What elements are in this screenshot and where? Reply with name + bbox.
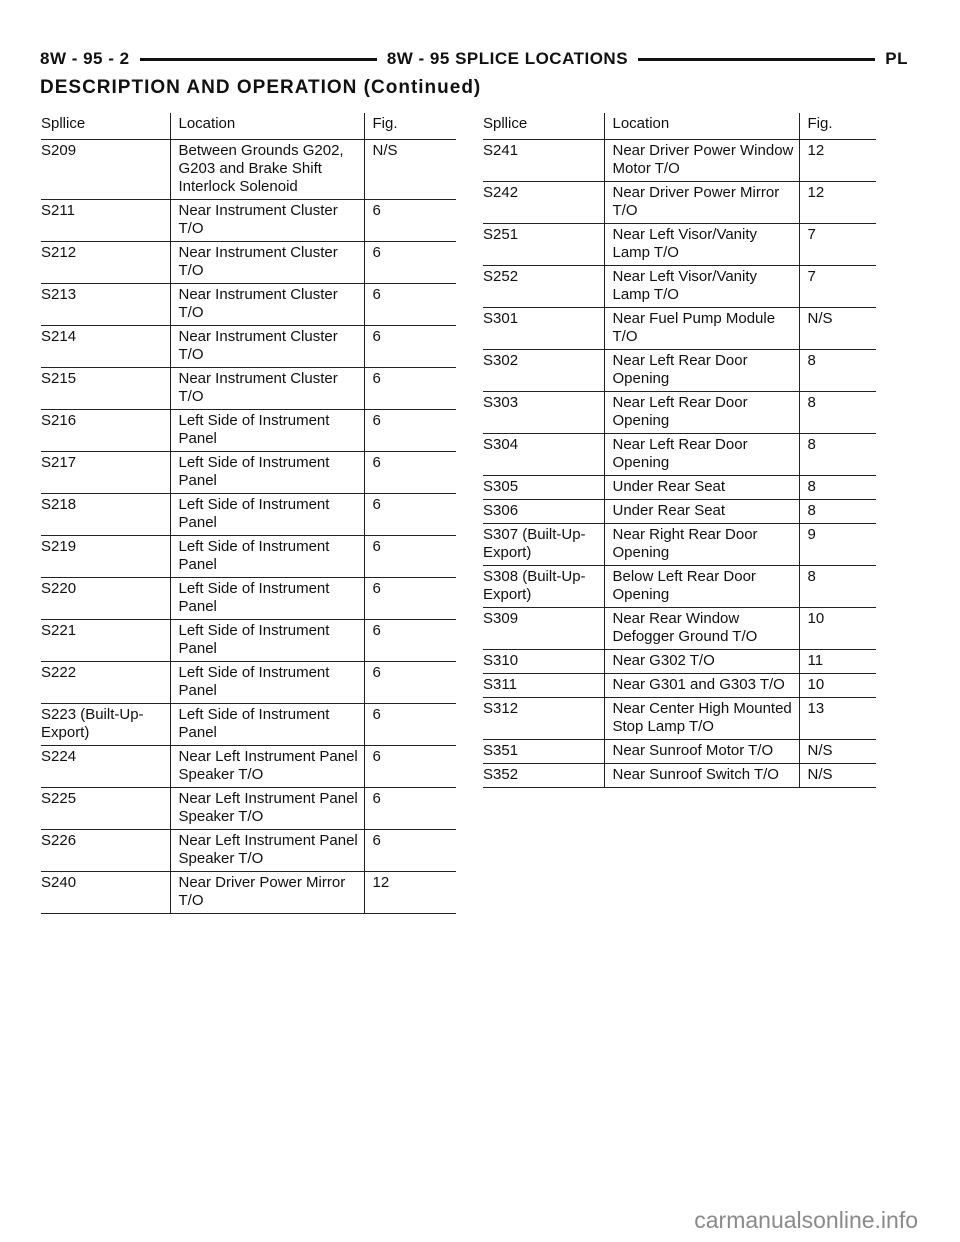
header-rule-right <box>638 58 875 61</box>
splice-cell: S220 <box>41 578 170 620</box>
section-title: DESCRIPTION AND OPERATION (Continued) <box>40 77 482 98</box>
section-name: 8W - 95 SPLICE LOCATIONS <box>386 49 629 68</box>
splice-cell: S217 <box>41 452 170 494</box>
fig-cell: 6 <box>364 284 456 326</box>
fig-cell: 6 <box>364 788 456 830</box>
splice-cell: S312 <box>483 698 604 740</box>
fig-cell: 11 <box>799 650 876 674</box>
location-cell: Near Left Visor/Vanity Lamp T/O <box>604 266 799 308</box>
column-header-splice: Spllice <box>41 113 170 140</box>
fig-cell: 6 <box>364 746 456 788</box>
fig-cell: 6 <box>364 620 456 662</box>
splice-cell: S219 <box>41 536 170 578</box>
location-cell: Left Side of Instrument Panel <box>170 536 364 578</box>
location-cell: Near Instrument Cluster T/O <box>170 242 364 284</box>
location-cell: Near Left Instrument Panel Speaker T/O <box>170 788 364 830</box>
fig-cell: 9 <box>799 524 876 566</box>
splice-cell: S211 <box>41 200 170 242</box>
splice-cell: S226 <box>41 830 170 872</box>
table-row <box>483 608 876 650</box>
table-row <box>483 740 876 764</box>
splice-cell: S222 <box>41 662 170 704</box>
location-cell: Left Side of Instrument Panel <box>170 410 364 452</box>
table-row <box>41 662 456 704</box>
table-row <box>483 524 876 566</box>
splice-cell: S215 <box>41 368 170 410</box>
splice-cell: S242 <box>483 182 604 224</box>
fig-cell: 6 <box>364 452 456 494</box>
fig-cell: 13 <box>799 698 876 740</box>
location-cell: Near Instrument Cluster T/O <box>170 200 364 242</box>
table-row <box>483 350 876 392</box>
splice-table-right <box>483 113 876 788</box>
column-header-fig: Fig. <box>364 113 456 140</box>
table-row <box>483 650 876 674</box>
fig-cell: 7 <box>799 266 876 308</box>
column-header-splice: Spllice <box>483 113 604 140</box>
fig-cell: 6 <box>364 410 456 452</box>
fig-cell: 6 <box>364 830 456 872</box>
splice-cell: S224 <box>41 746 170 788</box>
splice-cell: S310 <box>483 650 604 674</box>
fig-cell: 8 <box>799 392 876 434</box>
fig-cell: 10 <box>799 608 876 650</box>
table-row <box>483 566 876 608</box>
splice-cell: S301 <box>483 308 604 350</box>
location-cell: Near Center High Mounted Stop Lamp T/O <box>604 698 799 740</box>
fig-cell: 12 <box>799 182 876 224</box>
fig-cell: N/S <box>799 764 876 788</box>
table-row <box>483 308 876 350</box>
splice-cell: S212 <box>41 242 170 284</box>
splice-cell: S214 <box>41 326 170 368</box>
table-row <box>41 872 456 914</box>
fig-cell: 6 <box>364 494 456 536</box>
splice-table-left <box>41 113 456 914</box>
location-cell: Left Side of Instrument Panel <box>170 620 364 662</box>
table-row <box>483 266 876 308</box>
fig-cell: N/S <box>799 740 876 764</box>
fig-cell: 12 <box>364 872 456 914</box>
table-row <box>41 620 456 662</box>
location-cell: Near Instrument Cluster T/O <box>170 326 364 368</box>
header-rule-left <box>140 58 377 61</box>
splice-cell: S213 <box>41 284 170 326</box>
table-row <box>483 434 876 476</box>
splice-cell: S306 <box>483 500 604 524</box>
splice-cell: S252 <box>483 266 604 308</box>
table-row <box>483 698 876 740</box>
splice-cell: S223 (Built-Up- Export) <box>41 704 170 746</box>
location-cell: Left Side of Instrument Panel <box>170 578 364 620</box>
table-row <box>41 830 456 872</box>
location-cell: Near G301 and G303 T/O <box>604 674 799 698</box>
column-header-location: Location <box>604 113 799 140</box>
table-header-row <box>41 113 456 140</box>
location-cell: Near Driver Power Window Motor T/O <box>604 140 799 182</box>
table-row <box>483 764 876 788</box>
table-row <box>41 284 456 326</box>
location-cell: Near Instrument Cluster T/O <box>170 284 364 326</box>
splice-cell: S209 <box>41 140 170 200</box>
splice-cell: S216 <box>41 410 170 452</box>
fig-cell: 6 <box>364 704 456 746</box>
location-cell: Left Side of Instrument Panel <box>170 452 364 494</box>
watermark: carmanualsonline.info <box>694 1207 918 1233</box>
fig-cell: 7 <box>799 224 876 266</box>
location-cell: Near Rear Window Defogger Ground T/O <box>604 608 799 650</box>
location-cell: Near Left Rear Door Opening <box>604 434 799 476</box>
table-row <box>483 140 876 182</box>
location-cell: Near Left Rear Door Opening <box>604 350 799 392</box>
fig-cell: 6 <box>364 242 456 284</box>
splice-cell: S221 <box>41 620 170 662</box>
table-row <box>41 410 456 452</box>
splice-cell: S305 <box>483 476 604 500</box>
fig-cell: 8 <box>799 566 876 608</box>
page-number: 8W - 95 - 2 <box>40 49 130 68</box>
location-cell: Near Sunroof Switch T/O <box>604 764 799 788</box>
splice-cell: S218 <box>41 494 170 536</box>
table-header-row <box>483 113 876 140</box>
table-row <box>483 674 876 698</box>
table-row <box>41 746 456 788</box>
fig-cell: 12 <box>799 140 876 182</box>
splice-cell: S302 <box>483 350 604 392</box>
location-cell: Near Driver Power Mirror T/O <box>604 182 799 224</box>
fig-cell: 8 <box>799 434 876 476</box>
column-header-location: Location <box>170 113 364 140</box>
location-cell: Between Grounds G202, G203 and Brake Shift Interlock Solenoid <box>170 140 364 200</box>
splice-cell: S309 <box>483 608 604 650</box>
location-cell: Left Side of Instrument Panel <box>170 494 364 536</box>
model-code: PL <box>885 49 909 68</box>
table-row <box>41 536 456 578</box>
table-row <box>483 500 876 524</box>
location-cell: Near Driver Power Mirror T/O <box>170 872 364 914</box>
table-row <box>41 368 456 410</box>
splice-cell: S311 <box>483 674 604 698</box>
table-row <box>41 242 456 284</box>
table-row <box>41 704 456 746</box>
table-row <box>41 326 456 368</box>
table-row <box>483 224 876 266</box>
location-cell: Near Left Instrument Panel Speaker T/O <box>170 830 364 872</box>
splice-cell: S240 <box>41 872 170 914</box>
splice-cell: S351 <box>483 740 604 764</box>
fig-cell: 8 <box>799 500 876 524</box>
fig-cell: 6 <box>364 536 456 578</box>
fig-cell: 6 <box>364 368 456 410</box>
table-row <box>41 200 456 242</box>
table-row <box>483 476 876 500</box>
location-cell: Near Fuel Pump Module T/O <box>604 308 799 350</box>
location-cell: Near Left Instrument Panel Speaker T/O <box>170 746 364 788</box>
splice-cell: S307 (Built-Up- Export) <box>483 524 604 566</box>
location-cell: Near Right Rear Door Opening <box>604 524 799 566</box>
table-row <box>41 578 456 620</box>
location-cell: Left Side of Instrument Panel <box>170 662 364 704</box>
splice-cell: S225 <box>41 788 170 830</box>
splice-cell: S251 <box>483 224 604 266</box>
fig-cell: 6 <box>364 662 456 704</box>
location-cell: Near Left Visor/Vanity Lamp T/O <box>604 224 799 266</box>
location-cell: Under Rear Seat <box>604 476 799 500</box>
fig-cell: N/S <box>364 140 456 200</box>
splice-cell: S308 (Built-Up- Export) <box>483 566 604 608</box>
fig-cell: 8 <box>799 476 876 500</box>
fig-cell: 8 <box>799 350 876 392</box>
location-cell: Under Rear Seat <box>604 500 799 524</box>
fig-cell: 6 <box>364 578 456 620</box>
fig-cell: N/S <box>799 308 876 350</box>
table-row <box>41 452 456 494</box>
location-cell: Near Left Rear Door Opening <box>604 392 799 434</box>
location-cell: Left Side of Instrument Panel <box>170 704 364 746</box>
splice-cell: S303 <box>483 392 604 434</box>
location-cell: Near G302 T/O <box>604 650 799 674</box>
table-row <box>483 392 876 434</box>
page-header <box>40 48 908 70</box>
fig-cell: 6 <box>364 326 456 368</box>
location-cell: Near Sunroof Motor T/O <box>604 740 799 764</box>
table-row <box>41 140 456 200</box>
location-cell: Near Instrument Cluster T/O <box>170 368 364 410</box>
splice-cell: S304 <box>483 434 604 476</box>
splice-cell: S352 <box>483 764 604 788</box>
location-cell: Below Left Rear Door Opening <box>604 566 799 608</box>
fig-cell: 10 <box>799 674 876 698</box>
fig-cell: 6 <box>364 200 456 242</box>
column-header-fig: Fig. <box>799 113 876 140</box>
table-row <box>41 494 456 536</box>
table-row <box>41 788 456 830</box>
splice-cell: S241 <box>483 140 604 182</box>
table-row <box>483 182 876 224</box>
